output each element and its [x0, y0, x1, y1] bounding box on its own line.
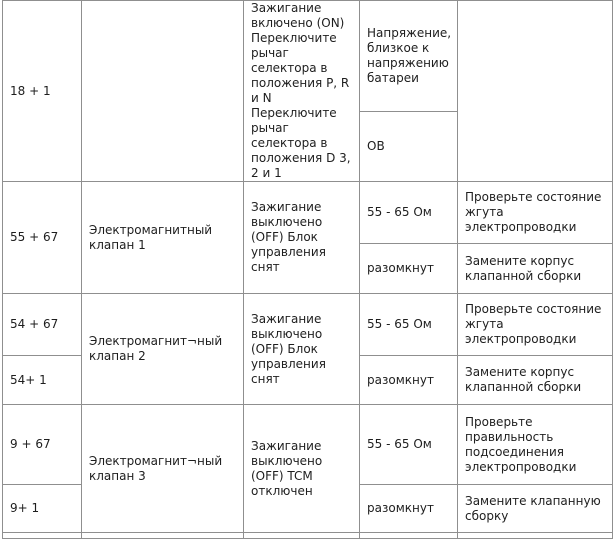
action-cell: Проверьте состояние жгута электропроводки — [458, 294, 613, 356]
action-cell: Замените корпус клапанной сборки — [458, 244, 613, 294]
component-cell: Электромагнит¬ный клапан 2 — [82, 294, 244, 405]
table-row — [3, 182, 613, 244]
condition-cell: Зажигание выключено (OFF) TCM отключен — [244, 405, 360, 533]
action-cell: Проверьте состояние жгута электропроводки — [458, 182, 613, 244]
terminal-cell: 55 + 67 — [3, 182, 82, 294]
value-cell: разомкнут — [360, 244, 458, 294]
condition-cell: Зажигание выключено (OFF) Блок управления снят — [244, 182, 360, 294]
specification-table — [2, 0, 613, 539]
value-cell: 55 - 65 Ом — [360, 182, 458, 244]
value-cell: 55 - 65 Ом — [360, 405, 458, 485]
action-cell: Замените клапанную сборку — [458, 485, 613, 533]
component-cell: Электромагнит¬ный клапан 3 — [82, 405, 244, 533]
table-row — [3, 405, 613, 485]
terminal-cell: 9+ 1 — [3, 485, 82, 533]
terminal-cell: 9 + 67 — [3, 405, 82, 485]
component-cell: Электромагнитный клапан 1 — [82, 182, 244, 294]
value-cell: разомкнут — [360, 356, 458, 405]
action-cell-empty — [458, 1, 613, 182]
table-row — [3, 294, 613, 356]
value-cell: разомкнут — [360, 485, 458, 533]
action-cell: Проверьте правильность подсоединения электропроводки — [458, 405, 613, 485]
terminal-cell: 18 + 1 — [3, 1, 82, 182]
value-cell: 55 - 65 Ом — [360, 294, 458, 356]
value-cell: ОВ — [360, 112, 458, 182]
terminal-cell: 54+ 1 — [3, 356, 82, 405]
value-cell: Напряжение, близкое к напряжению батареи — [360, 1, 458, 112]
condition-cell: Зажигание включено (ON) Переключите рычаг селектора в положения P, R и N Переключите рычаг селектора в положения D 3, 2 и 1 — [244, 1, 360, 182]
table-row-clipped — [3, 533, 613, 539]
action-cell: Замените корпус клапанной сборки — [458, 356, 613, 405]
table-row — [3, 1, 613, 112]
condition-cell: Зажигание выключено (OFF) Блок управления снят — [244, 294, 360, 405]
terminal-cell: 54 + 67 — [3, 294, 82, 356]
component-cell-empty — [82, 1, 244, 182]
